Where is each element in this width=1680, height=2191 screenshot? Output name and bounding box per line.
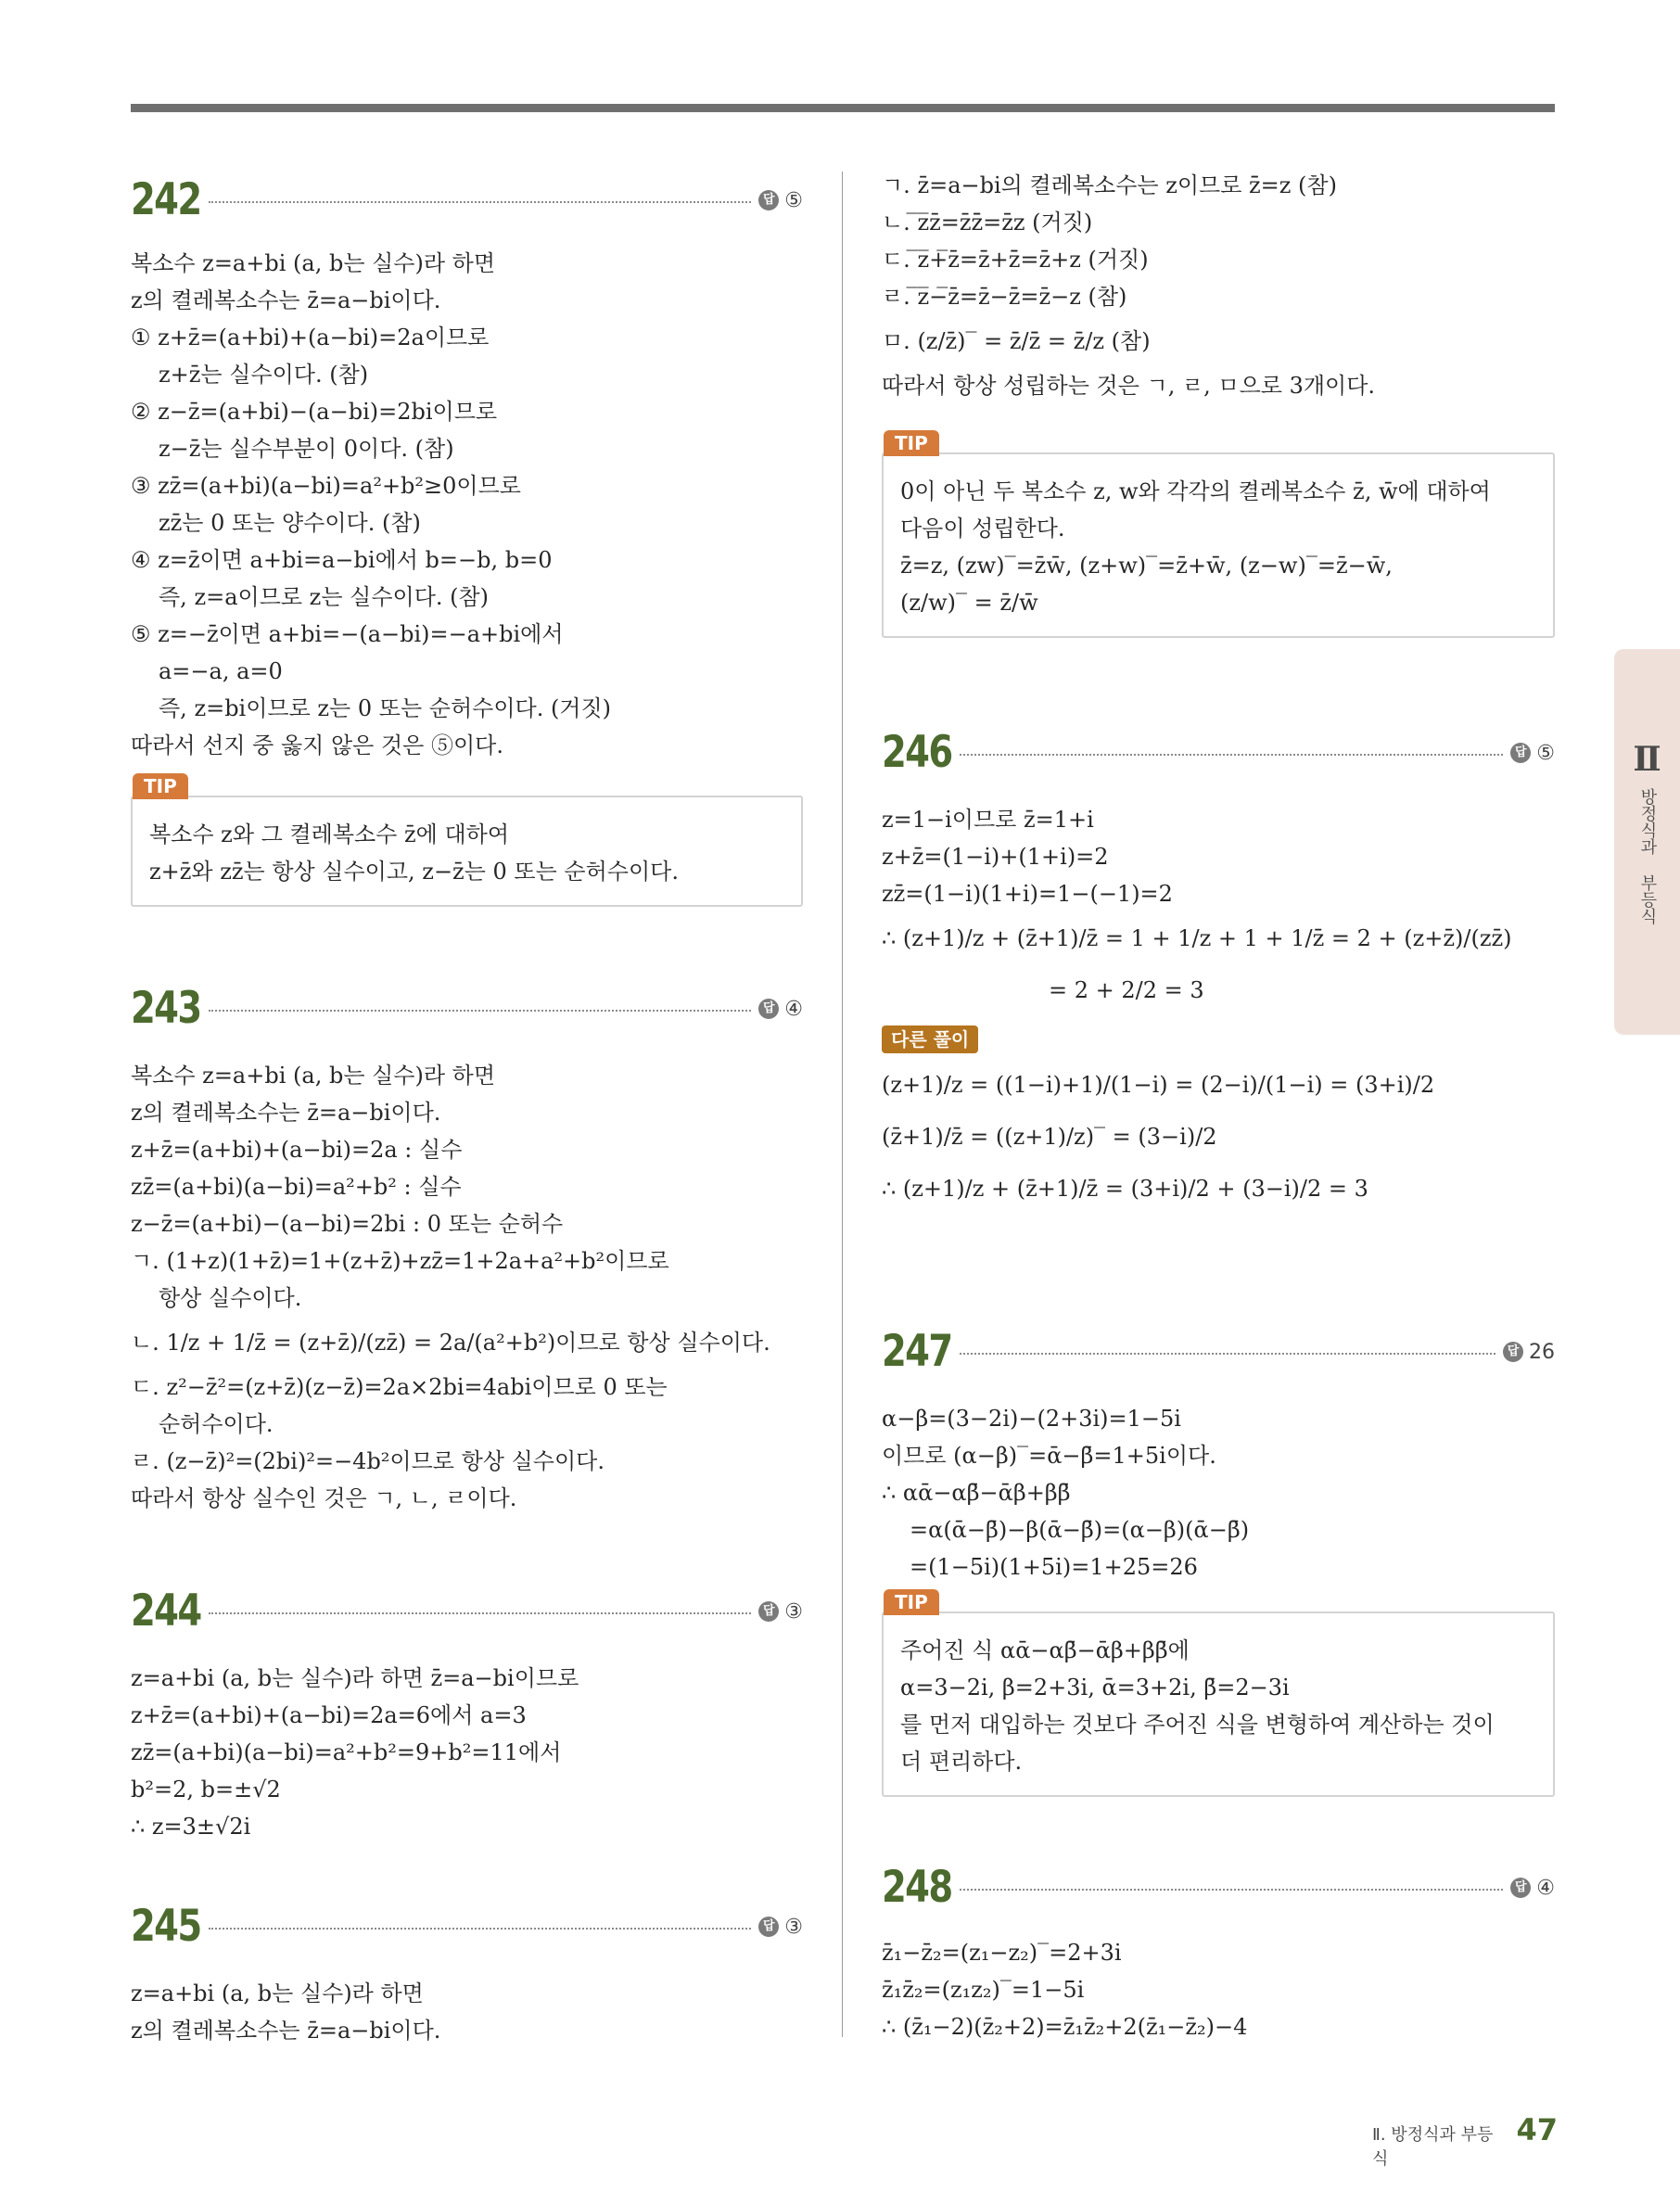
- leader-dots: [209, 1612, 751, 1614]
- solution-body: [882, 1934, 1555, 2045]
- solution-line: ㄱ. (1+z)(1+z̄)=1+(z+z̄)+zz̄=1+2a+a²+b²이므로: [131, 1248, 669, 1274]
- answer-value: ④: [1536, 1876, 1555, 1900]
- leader-dots: [209, 1010, 751, 1012]
- solution-line: zz̄=(1−i)(1+i)=1−(−1)=2: [882, 881, 1173, 907]
- answer-mark-icon: 답: [758, 190, 779, 210]
- solution-line: z=a+bi (a, b는 실수)라 하면: [131, 1981, 424, 2006]
- solution-line: z+z̄=(a+bi)+(a−bi)=2a=6에서 a=3: [131, 1702, 527, 1728]
- solution-line: zz̄는 0 또는 양수이다. (참): [159, 510, 421, 536]
- problem-243: [131, 981, 803, 1517]
- solution-body: [131, 245, 803, 764]
- tip-line: 복소수 z와 그 켤레복소수 z̄에 대하여: [149, 822, 510, 847]
- answer-mark-icon: 답: [758, 1917, 779, 1937]
- solution-line: ∴ (z̄₁−2)(z̄₂+2)=z̄₁z̄₂+2(z̄₁−z̄₂)−4: [882, 2014, 1248, 2040]
- answer-value: ⑤: [784, 188, 803, 212]
- solution-line: z−z̄=(a+bi)−(a−bi)=2bi : 0 또는 순허수: [131, 1211, 564, 1237]
- problem-248: [882, 1860, 1555, 2045]
- solution-line: ㄹ. ̅z̅−̅z̄=z̄−z̄̄=z̄−z (참): [882, 284, 1127, 310]
- solution-line: ⑤ z=−z̄이면 a+bi=−(a−bi)=−a+bi에서: [131, 621, 564, 647]
- problem-header: [882, 1860, 1555, 1916]
- tip-line: 더 편리하다.: [900, 1749, 1023, 1775]
- solution-line: ④ z=z̄이면 a+bi=a−bi에서 b=−b, b=0: [131, 547, 553, 573]
- problem-245: [131, 1899, 803, 2049]
- solution-line: 항상 실수이다.: [159, 1285, 302, 1311]
- tip-body: [884, 454, 1553, 636]
- problem-244: [131, 1584, 803, 1845]
- solution-line: z+z̄는 실수이다. (참): [159, 362, 369, 388]
- solution-line: 복소수 z=a+bi (a, b는 실수)라 하면: [131, 250, 496, 276]
- alt-solution-line: ∴ (z+1)/z + (z̄+1)/z̄ = (3+i)/2 + (3−i)/2 = 3: [882, 1176, 1368, 1202]
- problem-number: 246: [882, 727, 952, 778]
- tip-box: [131, 775, 803, 907]
- solution-line: ① z+z̄=(a+bi)+(a−bi)=2a이므로: [131, 325, 490, 350]
- tip-line: (z/w)‾ = z̄/w̄: [900, 590, 1038, 616]
- problem-header: [131, 172, 803, 228]
- solution-line: ㄷ. ̅z̅+̅z̄=z̄+z̄̄=z̄+z (거짓): [882, 247, 1149, 273]
- solution-line: zz̄=(a+bi)(a−bi)=a²+b²=9+b²=11에서: [131, 1739, 562, 1765]
- solution-line: z의 켤레복소수는 z̄=a−bi이다.: [131, 2018, 441, 2044]
- answer: [758, 1600, 803, 1624]
- chapter-side-tab: [1614, 649, 1680, 1035]
- leader-dots: [209, 201, 751, 203]
- tip-box: [882, 432, 1555, 638]
- answer-value: 26: [1529, 1340, 1555, 1364]
- column-divider: [842, 172, 843, 2037]
- answer: [1510, 1877, 1555, 1900]
- chapter-roman-numeral: Ⅱ: [1633, 740, 1661, 779]
- problem-247: [882, 1324, 1555, 1586]
- solution-body: [882, 167, 1555, 404]
- solution-line: a=−a, a=0: [159, 658, 283, 684]
- solution-line: 따라서 선지 중 옳지 않은 것은 ⑤이다.: [131, 732, 503, 758]
- tip-line: z̄̄=z, (zw)‾=z̄w̄, (z+w)‾=z̄+w̄, (z−w)‾=z̄−w̄,: [900, 553, 1393, 579]
- solution-line: z의 켤레복소수는 z̄=a−bi이다.: [131, 1100, 441, 1126]
- solution-line: z+z̄=(1−i)+(1+i)=2: [882, 844, 1109, 870]
- answer-mark-icon: 답: [758, 999, 779, 1019]
- problem-246: [882, 725, 1555, 1215]
- tip-line: 를 먼저 대입하는 것보다 주어진 식을 변형하여 계산하는 것이: [900, 1712, 1495, 1738]
- problem-header: [882, 1324, 1555, 1380]
- answer-mark-icon: 답: [1503, 1342, 1523, 1362]
- alternative-solution-label: 다른 풀이: [882, 1025, 978, 1053]
- problem-header: [131, 1899, 803, 1955]
- solution-body: [882, 801, 1555, 1215]
- tip-body: [884, 1613, 1553, 1795]
- tip-line: α=3−2i, β=2+3i, ᾱ=3+2i, β̄=2−3i: [900, 1675, 1290, 1701]
- solution-line: ③ zz̄=(a+bi)(a−bi)=a²+b²≥0이므로: [131, 473, 521, 499]
- solution-line: zz̄=(a+bi)(a−bi)=a²+b² : 실수: [131, 1174, 462, 1200]
- solution-line: 따라서 항상 실수인 것은 ㄱ, ㄴ, ㄹ이다.: [131, 1485, 517, 1511]
- solution-line: ㄱ. z̄=a−bi의 켤레복소수는 z이므로 z̄̄=z (참): [882, 172, 1337, 198]
- page-footer: [1372, 2112, 1558, 2170]
- problem-245-continued: [882, 167, 1555, 404]
- answer-value: ④: [784, 997, 803, 1021]
- solution-line: 순허수이다.: [159, 1411, 274, 1437]
- solution-line: z̄₁−z̄₂=(z₁−z₂)‾=2+3i: [882, 1940, 1122, 1966]
- alt-solution-line: (z̄+1)/z̄ = ((z+1)/z)‾ = (3−i)/2: [882, 1124, 1217, 1150]
- solution-line: z=1−i이므로 z̄=1+i: [882, 807, 1094, 833]
- tip-label: TIP: [133, 773, 188, 799]
- solution-body: [131, 1660, 803, 1845]
- problem-header: [131, 981, 803, 1037]
- solution-line: 즉, z=a이므로 z는 실수이다. (참): [159, 584, 490, 610]
- top-rule: [131, 104, 1555, 112]
- solution-line: ㅁ. (z/z̄)‾ = z̄/z̄̄ = z̄/z (참): [882, 328, 1151, 354]
- tip-line: 0이 아닌 두 복소수 z, w와 각각의 켤레복소수 z̄, w̄에 대하여: [900, 478, 1491, 504]
- footer-chapter-title: Ⅱ. 방정식과 부등식: [1372, 2125, 1494, 2169]
- answer: [758, 1916, 803, 1939]
- problem-number: 247: [882, 1326, 952, 1377]
- solution-body: [882, 1400, 1555, 1586]
- solution-line: α−β=(3−2i)−(2+3i)=1−5i: [882, 1406, 1181, 1432]
- solution-line: ∴ (z+1)/z + (z̄+1)/z̄ = 1 + 1/z + 1 + 1/z̄ = 2 + (z+z̄)/(zz̄): [882, 925, 1512, 951]
- answer-value: ③: [784, 1915, 803, 1939]
- answer-mark-icon: 답: [1510, 1878, 1531, 1898]
- answer: [1503, 1341, 1555, 1364]
- problem-number: 248: [882, 1862, 952, 1913]
- tip-box: [882, 1591, 1555, 1797]
- solution-line: z=a+bi (a, b는 실수)라 하면 z̄=a−bi이므로: [131, 1665, 579, 1691]
- problem-number: 243: [131, 983, 201, 1034]
- answer-value: ⑤: [1536, 741, 1555, 765]
- solution-body: [131, 1057, 803, 1517]
- leader-dots: [960, 1889, 1503, 1891]
- problem-number: 244: [131, 1586, 201, 1637]
- solution-line: ∴ z=3±√2i: [131, 1814, 251, 1840]
- leader-dots: [960, 754, 1503, 756]
- tip-line: 주어진 식 αᾱ−αβ̄−ᾱβ+ββ̄에: [900, 1637, 1190, 1663]
- solution-line: 복소수 z=a+bi (a, b는 실수)라 하면: [131, 1063, 496, 1089]
- solution-line: ㄴ. ̅z̅z̄=z̄z̄̄=z̄z (거짓): [882, 210, 1093, 236]
- solution-line: z+z̄=(a+bi)+(a−bi)=2a : 실수: [131, 1137, 463, 1163]
- problem-242: [131, 172, 803, 764]
- answer-value: ③: [784, 1599, 803, 1624]
- page-number: 47: [1516, 2112, 1558, 2147]
- answer: [1510, 742, 1555, 765]
- answer: [758, 189, 803, 212]
- solution-line: =α(ᾱ−β̄)−β(ᾱ−β̄)=(α−β)(ᾱ−β̄): [910, 1517, 1250, 1543]
- problem-header: [131, 1584, 803, 1639]
- answer-mark-icon: 답: [1510, 743, 1531, 763]
- solution-line: b²=2, b=±√2: [131, 1777, 281, 1802]
- solution-line: z̄₁z̄₂=(z₁z₂)‾=1−5i: [882, 1977, 1085, 2003]
- solution-body: [131, 1975, 803, 2049]
- solution-line: =(1−5i)(1+5i)=1+25=26: [910, 1554, 1198, 1580]
- problem-header: [882, 725, 1555, 781]
- problem-number: 242: [131, 174, 201, 225]
- tip-label: TIP: [884, 1589, 939, 1615]
- solution-line: 이므로 (α−β)‾=ᾱ−β̄=1+5i이다.: [882, 1443, 1216, 1469]
- tip-label: TIP: [884, 430, 939, 456]
- answer-mark-icon: 답: [758, 1601, 779, 1622]
- tip-line: 다음이 성립한다.: [900, 516, 1065, 541]
- chapter-vertical-title: 방정식과 부등식: [1637, 788, 1658, 924]
- problem-number: 245: [131, 1901, 201, 1952]
- alt-solution-line: (z+1)/z = ((1−i)+1)/(1−i) = (2−i)/(1−i) = (3+i)/2: [882, 1072, 1435, 1098]
- leader-dots: [960, 1353, 1495, 1355]
- solution-line: ∴ αᾱ−αβ̄−ᾱβ+ββ̄: [882, 1480, 1071, 1506]
- solution-line: ㄹ. (z−z̄)²=(2bi)²=−4b²이므로 항상 실수이다.: [131, 1448, 605, 1474]
- leader-dots: [209, 1928, 751, 1930]
- solution-line: z−z̄는 실수부분이 0이다. (참): [159, 436, 454, 462]
- solution-line: ② z−z̄=(a+bi)−(a−bi)=2bi이므로: [131, 399, 498, 425]
- answer: [758, 998, 803, 1021]
- tip-line: z+z̄와 zz̄는 항상 실수이고, z−z̄는 0 또는 순허수이다.: [149, 859, 679, 885]
- solution-line: 즉, z=bi이므로 z는 0 또는 순허수이다. (거짓): [159, 695, 612, 721]
- solution-line: ㄷ. z²−z̄²=(z+z̄)(z−z̄)=2a×2bi=4abi이므로 0 또는: [131, 1374, 668, 1400]
- tip-body: [133, 797, 801, 905]
- solution-line: = 2 + 2/2 = 3: [1049, 977, 1204, 1003]
- solution-line: z의 켤레복소수는 z̄=a−bi이다.: [131, 287, 441, 313]
- solution-line: 따라서 항상 성립하는 것은 ㄱ, ㄹ, ㅁ으로 3개이다.: [882, 373, 1376, 399]
- solution-line: ㄴ. 1/z + 1/z̄ = (z+z̄)/(zz̄) = 2a/(a²+b²)이므로 항상 실수이다.: [131, 1330, 770, 1356]
